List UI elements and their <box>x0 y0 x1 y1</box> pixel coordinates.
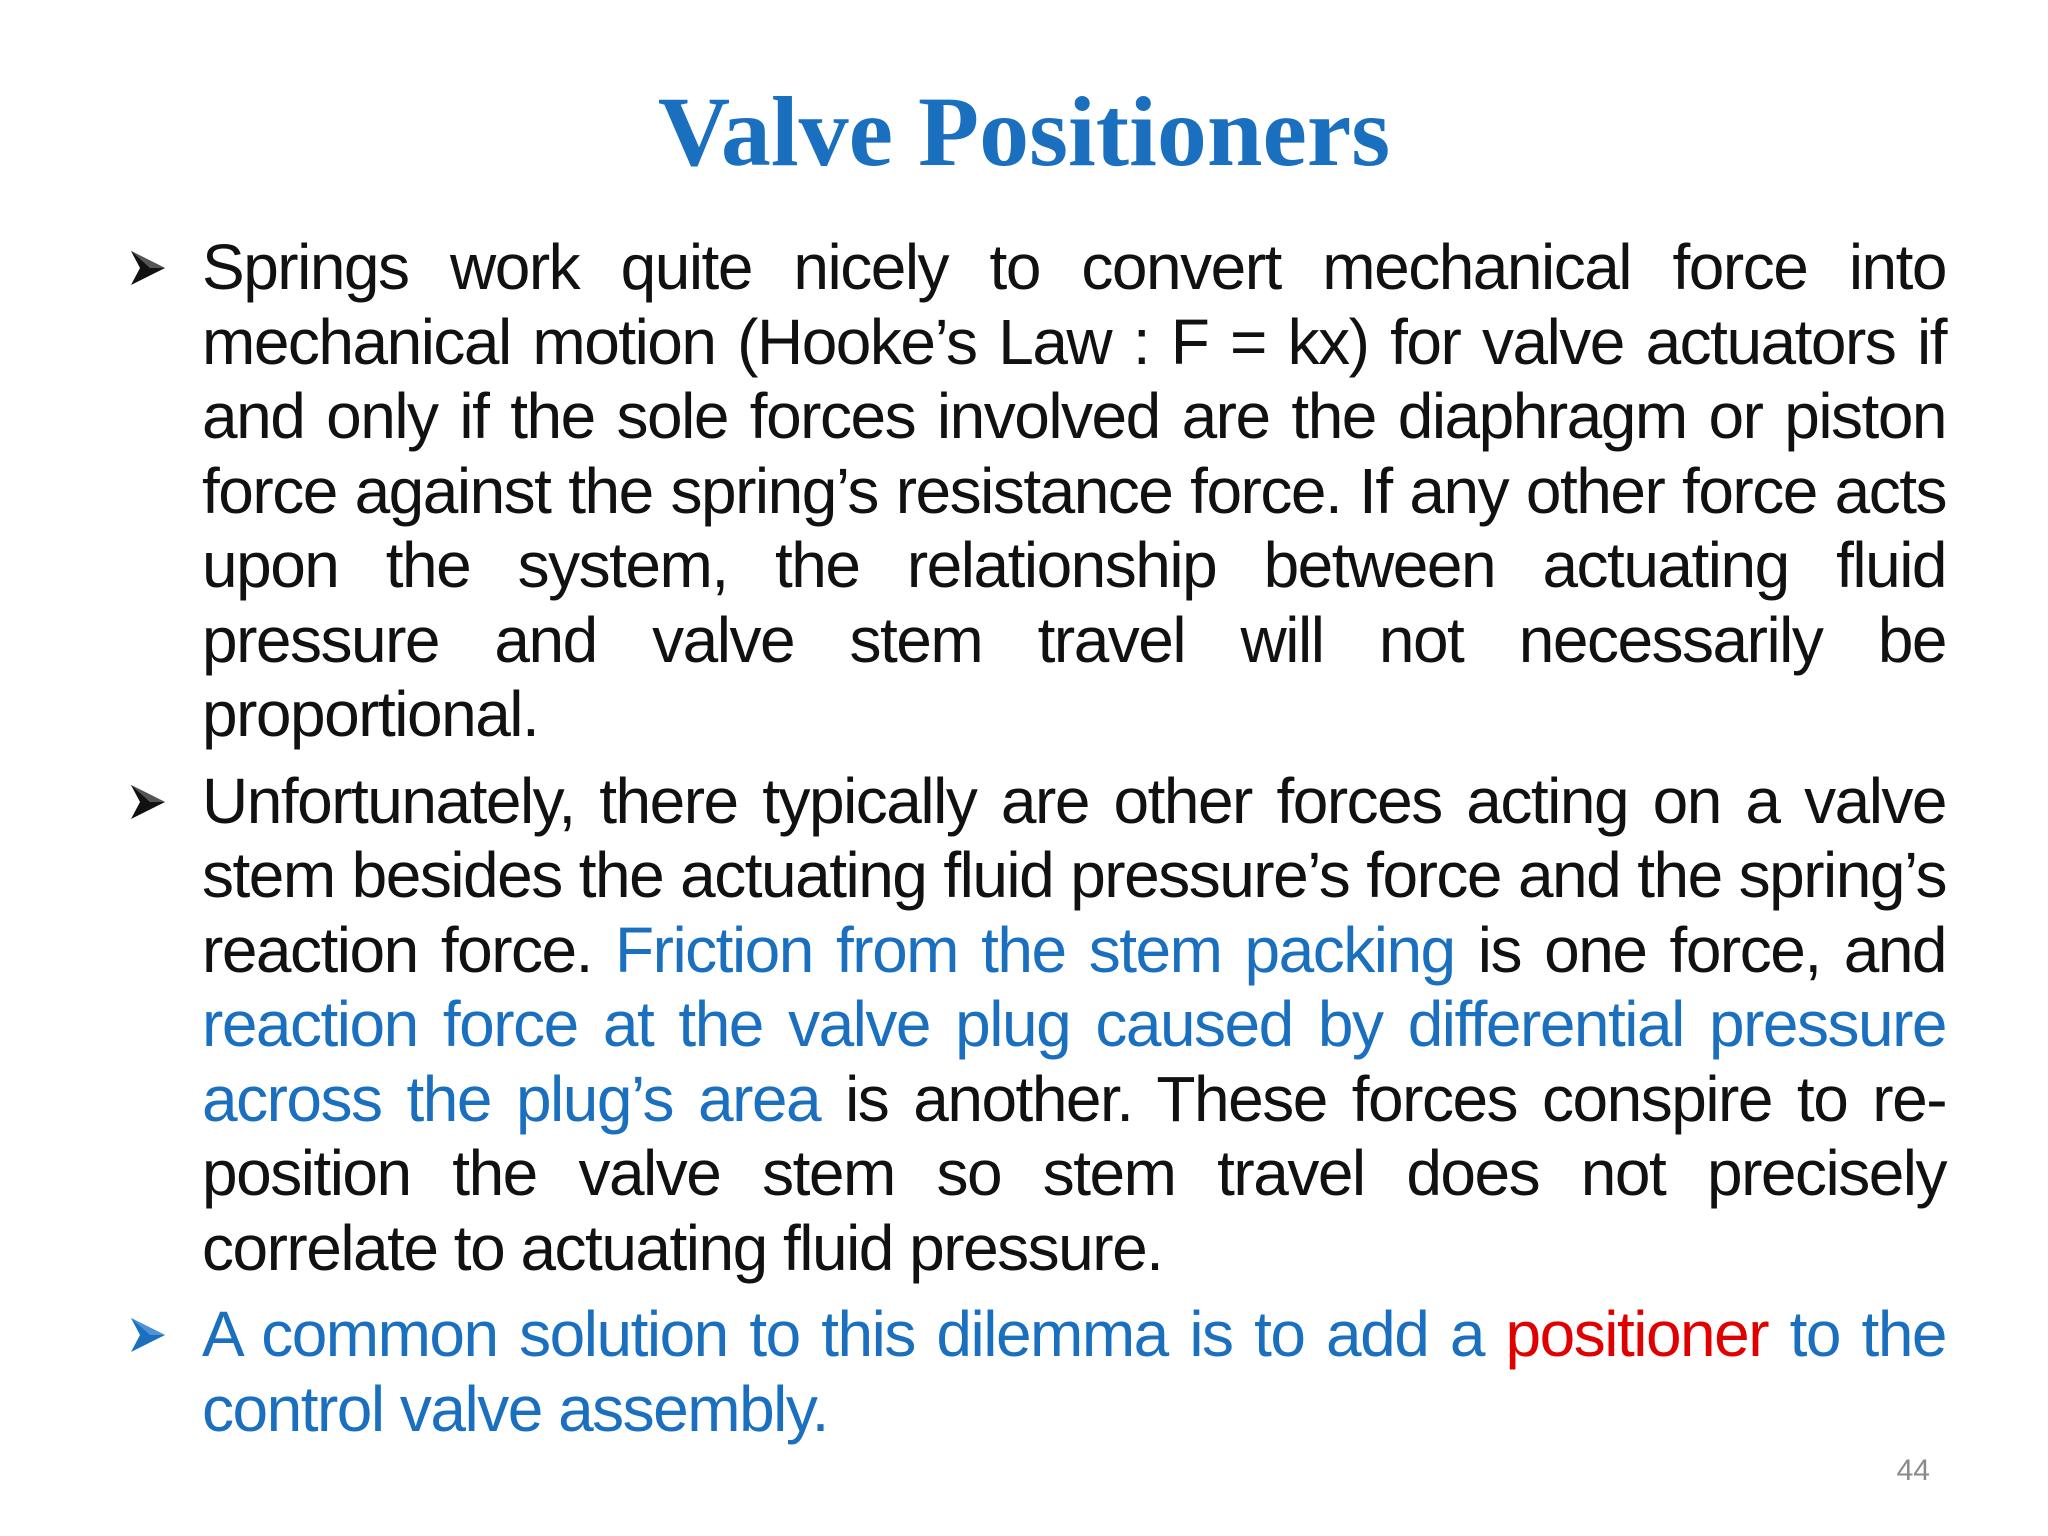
bullet-1-text: Springs work quite nicely to convert mechanical force into mechanical motion (Hooke’s Law : F = kx) for valve actuators if and only if the sole forces involved are the diaphragm or piston force against the spring’s resistance force. If any other force acts upon the system, the relationship between actuating fluid pressure and valve stem travel will not necessarily be proportional. <box>202 231 1946 750</box>
highlight-positioner: positioner <box>1505 1298 1769 1370</box>
bullet-text <box>202 230 1946 752</box>
highlight-friction: Friction from the stem packing <box>615 913 1455 986</box>
bullet-3-text-a: A common solution to this dilemma is to add a <box>202 1298 1506 1370</box>
bullet-item-3 <box>128 1297 1946 1446</box>
page-number: 44 <box>1896 1454 1930 1487</box>
bullet-3-text-b: to the control valve assembly. <box>202 1298 1947 1445</box>
bullet-2-text-a: Unfortunately, there typically are other forces acting on a valve stem besides the actuating fluid pressure’s force and the spring’s reaction force. <box>202 764 1946 986</box>
bullet-2-text-b: is one force, and <box>1454 913 1947 986</box>
highlight-reaction-force: reaction force at the valve plug caused by differential pressure across the plug’s area <box>202 988 1946 1135</box>
slide-title: Valve Positioners <box>657 76 1391 187</box>
bullet-text <box>202 1297 1946 1446</box>
bullet-list <box>128 230 1946 1458</box>
bullet-item-1 <box>128 230 1946 752</box>
arrowhead-bullet-icon <box>128 248 168 288</box>
bullet-item-2 <box>128 764 1946 1286</box>
arrowhead-bullet-icon <box>128 782 168 822</box>
bullet-2-text-c: is another. These forces conspire to re-position the valve stem so stem travel does not precisely correlate to actuating fluid pressure. <box>202 1062 1946 1284</box>
bullet-text <box>202 764 1946 1286</box>
arrowhead-bullet-icon <box>128 1315 168 1355</box>
